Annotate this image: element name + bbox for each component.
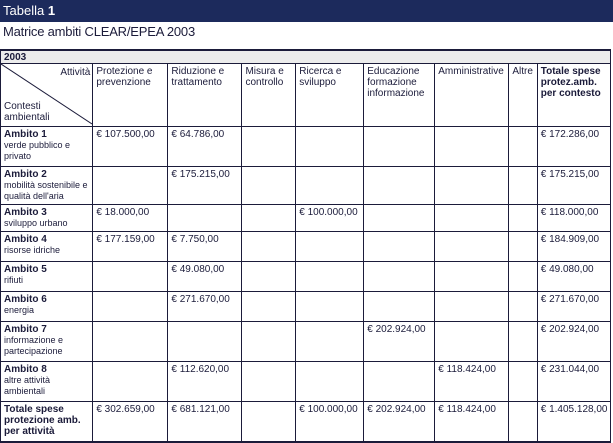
row-header <box>1 322 93 362</box>
table-cell: € 100.000,00 <box>296 205 364 232</box>
row-description: rifiuti <box>4 275 24 285</box>
total-cell: € 1.405.128,00 <box>537 402 610 442</box>
table-cell: € 112.620,00 <box>168 362 242 402</box>
table-cell <box>93 322 168 362</box>
total-cell: € 202.924,00 <box>364 402 435 442</box>
total-cell: € 118.424,00 <box>435 402 509 442</box>
row-title: Ambito 2 <box>4 169 47 180</box>
table-cell <box>242 362 296 402</box>
table-cell: € 64.786,00 <box>168 127 242 167</box>
row-description: sviluppo urbano <box>4 218 68 228</box>
table-cell <box>509 322 537 362</box>
table-cell <box>364 232 435 262</box>
row-header <box>1 232 93 262</box>
row-description: verde pubblico e privato <box>4 140 71 161</box>
table-cell <box>93 262 168 292</box>
column-header: Protezione e prevenzione <box>93 64 168 127</box>
table-cell <box>509 362 537 402</box>
table-cell <box>296 322 364 362</box>
column-header: Totale spese protez.amb. per contesto <box>537 64 610 127</box>
table-cell <box>509 262 537 292</box>
row-description: risorse idriche <box>4 245 61 255</box>
year-label: 2003 <box>1 50 611 64</box>
table-row <box>1 262 611 292</box>
table-cell: € 231.044,00 <box>537 362 610 402</box>
table-cell: € 184.909,00 <box>537 232 610 262</box>
table-cell <box>242 322 296 362</box>
table-cell <box>242 167 296 205</box>
table-cell: € 18.000,00 <box>93 205 168 232</box>
row-title: Ambito 6 <box>4 294 47 305</box>
table-cell <box>364 362 435 402</box>
table-label: Tabella 1 <box>3 3 56 18</box>
table-cell: € 172.286,00 <box>537 127 610 167</box>
row-title: Ambito 5 <box>4 264 47 275</box>
row-title: Ambito 1 <box>4 129 47 140</box>
table-row <box>1 322 611 362</box>
table-cell <box>93 292 168 322</box>
corner-header <box>1 64 93 127</box>
table-cell <box>509 167 537 205</box>
row-header <box>1 167 93 205</box>
row-header <box>1 362 93 402</box>
row-title: Ambito 7 <box>4 324 47 335</box>
column-header: Misura e controllo <box>242 64 296 127</box>
row-description: altre attività ambientali <box>4 375 51 396</box>
table-cell: € 175.215,00 <box>168 167 242 205</box>
row-description: energia <box>4 305 35 315</box>
table-cell <box>435 232 509 262</box>
row-header <box>1 262 93 292</box>
corner-label-activity: Attività <box>60 67 91 78</box>
row-title: Ambito 3 <box>4 207 47 218</box>
table-cell: € 49.080,00 <box>168 262 242 292</box>
table-cell <box>242 127 296 167</box>
table-cell <box>242 205 296 232</box>
table-row <box>1 232 611 262</box>
row-description: informazione e partecipazione <box>4 335 64 356</box>
table-cell <box>93 167 168 205</box>
table-cell: € 118.424,00 <box>435 362 509 402</box>
table-cell <box>509 205 537 232</box>
table-row <box>1 292 611 322</box>
table-cell <box>296 362 364 402</box>
table-cell: € 271.670,00 <box>168 292 242 322</box>
column-header: Amministrative <box>435 64 509 127</box>
table-row <box>1 167 611 205</box>
row-header <box>1 127 93 167</box>
table-row <box>1 205 611 232</box>
table-cell: € 175.215,00 <box>537 167 610 205</box>
table-cell: € 271.670,00 <box>537 292 610 322</box>
table-cell <box>509 232 537 262</box>
table-cell <box>435 322 509 362</box>
table-cell <box>296 292 364 322</box>
row-title: Ambito 4 <box>4 234 47 245</box>
row-header <box>1 292 93 322</box>
table-cell <box>168 322 242 362</box>
row-description: mobilità sostenibile e qualità dell'aria <box>4 180 88 201</box>
column-header: Riduzione e trattamento <box>168 64 242 127</box>
table-cell: € 107.500,00 <box>93 127 168 167</box>
table-cell <box>242 292 296 322</box>
row-header <box>1 205 93 232</box>
total-cell: € 302.659,00 <box>93 402 168 442</box>
table-cell <box>364 292 435 322</box>
table-cell <box>242 232 296 262</box>
table-cell <box>242 262 296 292</box>
table-cell: € 118.000,00 <box>537 205 610 232</box>
table-cell <box>296 167 364 205</box>
table-row <box>1 362 611 402</box>
table-cell <box>168 205 242 232</box>
column-header: Educazione formazione informazione <box>364 64 435 127</box>
total-cell: € 100.000,00 <box>296 402 364 442</box>
table-cell <box>364 127 435 167</box>
column-header: Ricerca e sviluppo <box>296 64 364 127</box>
table-cell <box>435 167 509 205</box>
table-cell <box>93 362 168 402</box>
table-cell <box>364 205 435 232</box>
data-table <box>0 49 611 443</box>
total-row <box>1 402 611 442</box>
year-row <box>1 50 611 64</box>
total-cell <box>242 402 296 442</box>
table-cell <box>435 292 509 322</box>
total-cell <box>509 402 537 442</box>
table-cell: € 7.750,00 <box>168 232 242 262</box>
corner-label-context: Contesti ambientali <box>4 101 50 123</box>
table-cell <box>435 262 509 292</box>
table-cell <box>364 167 435 205</box>
table-cell <box>296 262 364 292</box>
total-label: Totale spese protezione amb. per attività <box>1 402 93 442</box>
table-cell <box>435 205 509 232</box>
row-title: Ambito 8 <box>4 364 47 375</box>
column-header: Altre <box>509 64 537 127</box>
table-cell <box>435 127 509 167</box>
table-cell: € 202.924,00 <box>364 322 435 362</box>
table-cell: € 202.924,00 <box>537 322 610 362</box>
table-cell <box>509 127 537 167</box>
table-title: Matrice ambiti CLEAR/EPEA 2003 <box>3 24 195 39</box>
table-cell <box>364 262 435 292</box>
table-cell: € 177.159,00 <box>93 232 168 262</box>
table-cell <box>509 292 537 322</box>
table-cell: € 49.080,00 <box>537 262 610 292</box>
header-row <box>1 64 611 127</box>
total-cell: € 681.121,00 <box>168 402 242 442</box>
table-row <box>1 127 611 167</box>
table-header-bar <box>0 0 613 22</box>
table-cell <box>296 127 364 167</box>
table-cell <box>296 232 364 262</box>
